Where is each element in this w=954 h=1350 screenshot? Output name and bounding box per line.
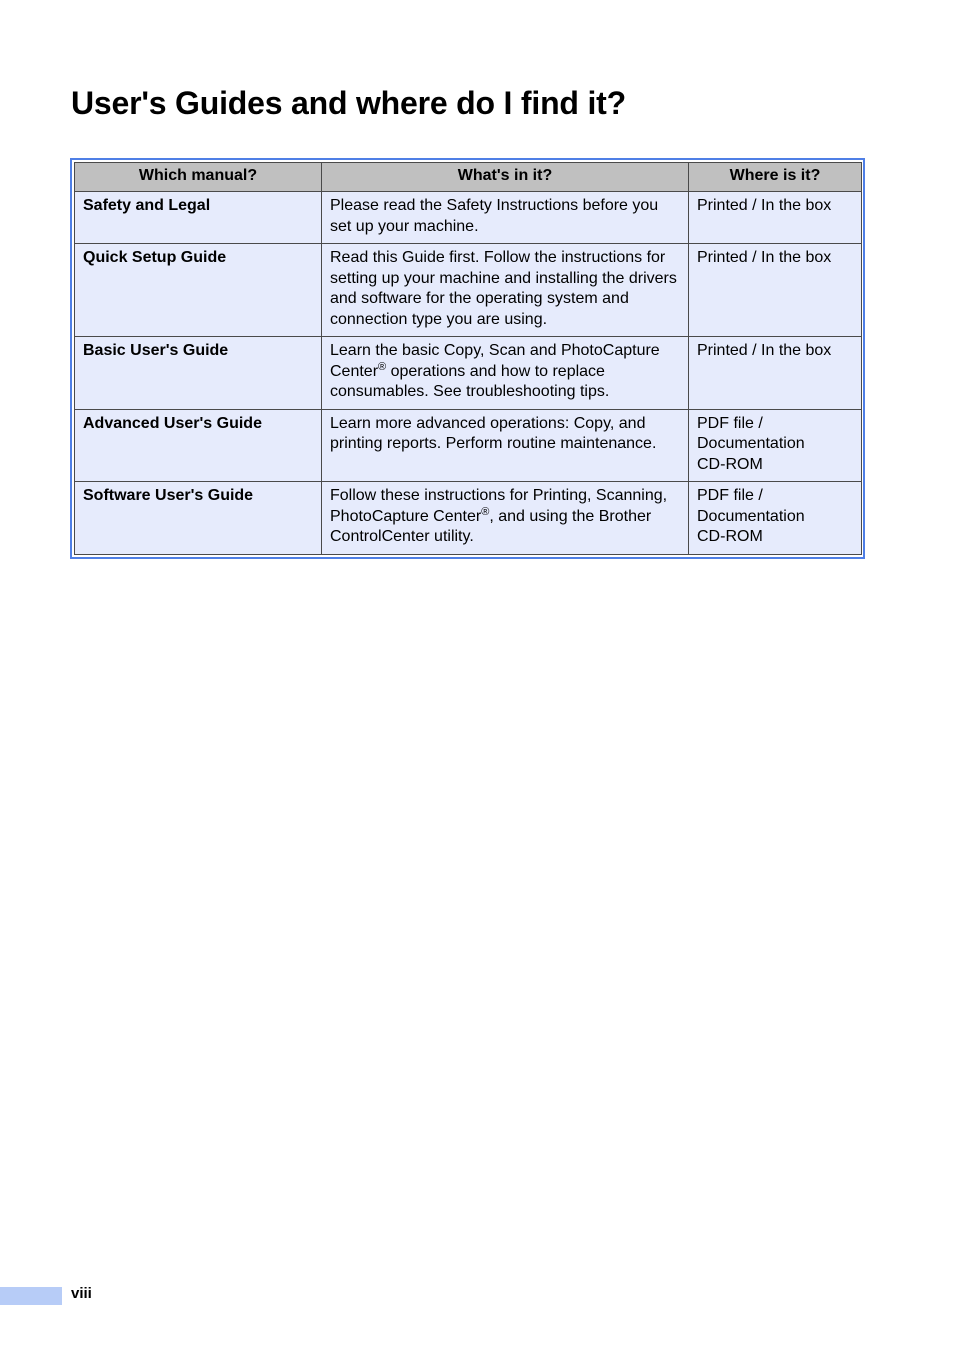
page-tab-marker [0, 1287, 62, 1305]
location-line: Documentation [697, 507, 805, 525]
manuals-table-frame [70, 158, 865, 559]
manuals-table [74, 162, 862, 555]
location-line: Documentation [697, 435, 805, 452]
location-cell: Printed / In the box [689, 244, 862, 337]
column-header-contents: What's in it? [322, 163, 689, 192]
registered-mark: ® [481, 505, 490, 518]
contents-cell: Learn more advanced operations: Copy, and printing reports. Perform routine maintenance. [322, 409, 689, 482]
manual-name-cell: Advanced User's Guide [75, 409, 322, 482]
contents-text: , and using the Brother ControlCenter utility. [330, 507, 652, 545]
page-number: viii [71, 1285, 92, 1302]
location-cell [689, 482, 862, 555]
contents-cell: Please read the Safety Instructions before you set up your machine. [322, 192, 689, 244]
location-cell [689, 409, 862, 482]
column-header-manual: Which manual? [75, 163, 322, 192]
location-line: CD-ROM [697, 455, 763, 473]
location-line: PDF file / [697, 487, 763, 504]
table-row [75, 482, 862, 555]
location-cell: Printed / In the box [689, 337, 862, 410]
contents-cell [322, 482, 689, 555]
table-row [75, 192, 862, 244]
column-header-location: Where is it? [689, 163, 862, 192]
manual-name-cell: Safety and Legal [75, 192, 322, 244]
location-line: CD-ROM [697, 528, 763, 545]
table-header-row [75, 163, 862, 192]
contents-cell: Read this Guide first. Follow the instructions for setting up your machine and installing the drivers and software for the operating system and connection type you are using. [322, 244, 689, 337]
location-line: PDF file / [697, 414, 763, 432]
manual-name-cell: Software User's Guide [75, 482, 322, 555]
table-row [75, 409, 862, 482]
contents-text: Learn the basic Copy, Scan and PhotoCapture Center [330, 342, 660, 380]
location-cell: Printed / In the box [689, 192, 862, 244]
page-title: User's Guides and where do I find it? [71, 85, 626, 121]
table-row [75, 244, 862, 337]
registered-mark: ® [378, 360, 387, 373]
manual-name-cell: Quick Setup Guide [75, 244, 322, 337]
contents-cell [322, 337, 689, 410]
contents-text: operations and how to replace consumables. See troubleshooting tips. [330, 362, 610, 400]
manual-name-cell: Basic User's Guide [75, 337, 322, 410]
contents-text: Follow these instructions for Printing, Scanning, PhotoCapture Center [330, 487, 668, 525]
table-row [75, 337, 862, 410]
